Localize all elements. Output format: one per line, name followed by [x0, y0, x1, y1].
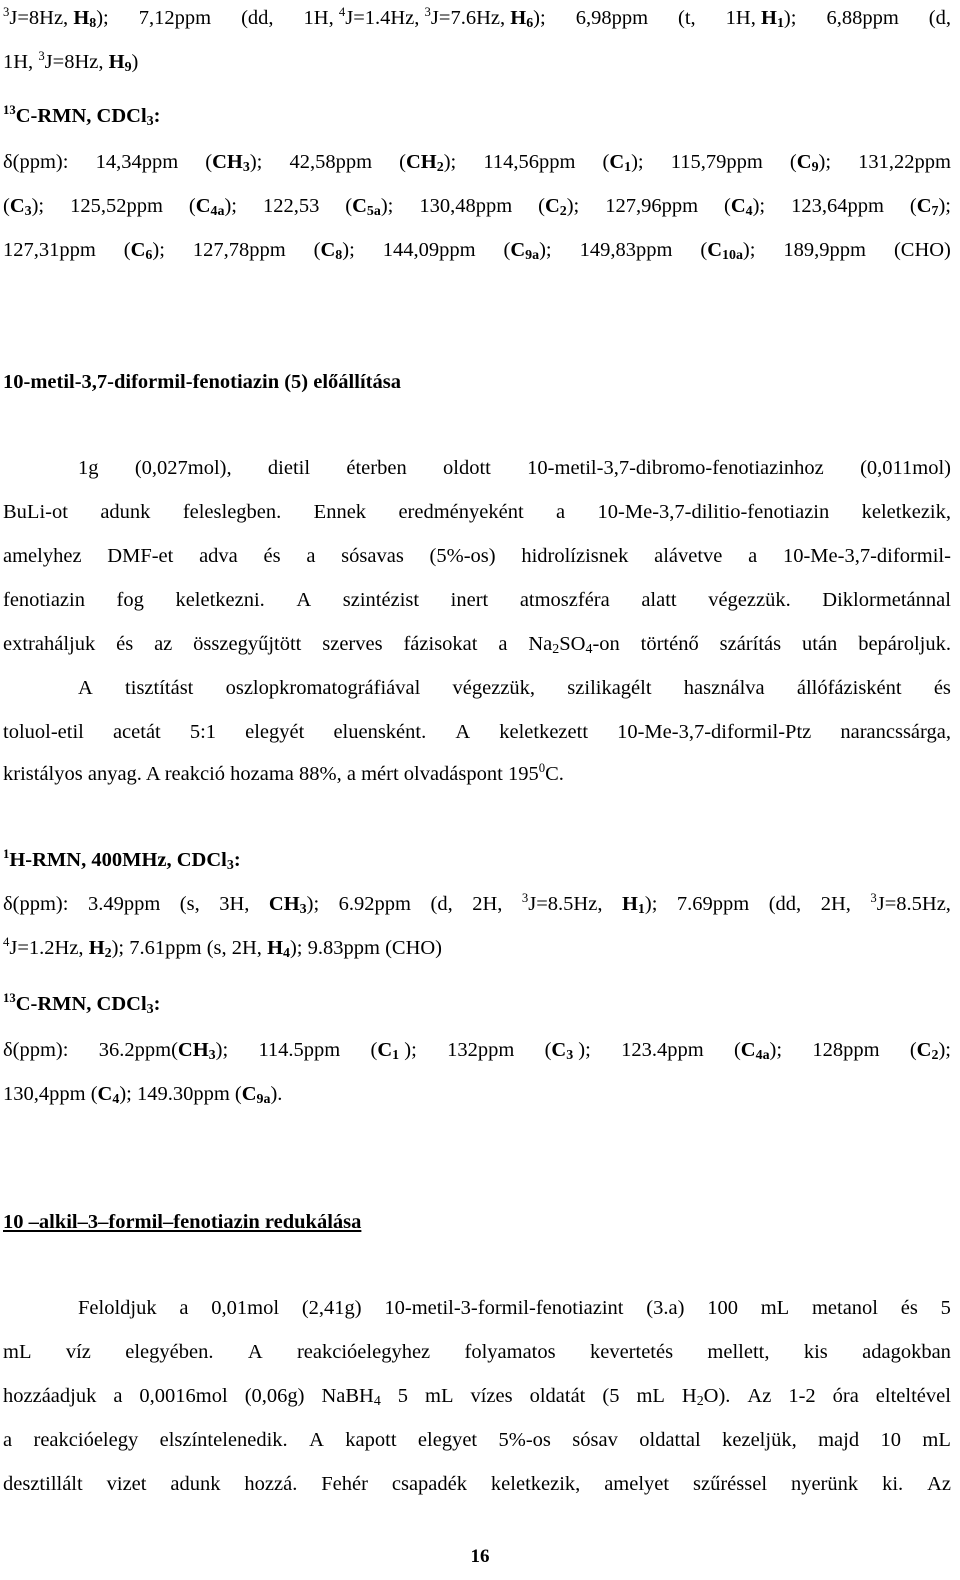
c13-block1-line-2: $(C_3)$; 125,52ppm $(C_{4a})$; 122,53 $(C_{5a})$; 130,48ppm $(C_2)$; 127,96ppm $(C_4)$; 123,64ppm $(C_7)$;: [3, 195, 951, 219]
c13-block1-line-1: δ(ppm): 14,34ppm $(CH_3)$; 42,58ppm $(CH_2)$; 114,56ppm $(C_1)$; 115,79ppm $(C_9)$; 131,22ppm: [3, 151, 951, 175]
section-title-reduction: 10 –alkil–3–formil–fenotiazin redukálása: [3, 1211, 362, 1233]
paragraph-line: extraháljuk és az összegyűjtött szerves fázisokat a $Na_2SO_4-on$ történő szárítás után bepároljuk.: [3, 633, 951, 657]
paragraph-line: hozzáadjuk a 0,0016mol (0,06g) NaBH$_4$ 5 mL vízes oldatát (5 mL $H_2O$). Az 1-2 óra elteltével: [3, 1385, 951, 1409]
paragraph-line: toluol-etil acetát 5:1 elegyét eluensként. A keletkezett 10-Me-3,7-diformil-Ptz narancssárga,: [3, 721, 951, 743]
c13-block1-line-3: 127,31ppm $(C_6)$; 127,78ppm $(C_8)$; 144,09ppm $(C_{9a})$; 149,83ppm $(C_{10a})$; 189,9ppm (CHO): [3, 239, 951, 263]
paragraph-line: Feloldjuk a 0,01mol (2,41g) 10-metil-3-formil-fenotiazint (3.a) 100 mL metanol és 5: [78, 1297, 951, 1319]
paragraph-line: kristályos anyag. A reakció hozama 88%, a mért olvadáspont $195^0C$.: [3, 761, 564, 785]
page-number: 16: [470, 1546, 490, 1567]
c13-block2-line-2: 130,4ppm $(C_4)$; 149.30ppm $(C_{9a})$.: [3, 1083, 283, 1107]
paragraph-line: a reakcióelegy elszíntelenedik. A kapott elegyet 5%-os sósav oldattal kezeljük, majd 10 mL: [3, 1429, 951, 1451]
c13-heading-2: $^{13}$C-RMN, CDCl$_3$:: [3, 991, 161, 1017]
section-title-5: 10-metil-3,7-diformil-fenotiazin (5) előállítása: [3, 371, 401, 393]
h1-nmr-line-2: $^4$J=1.2Hz, $H_2$); 7.61ppm (s, 2H, $H_4$); 9.83ppm (CHO): [3, 935, 443, 961]
paragraph-line: amelyhez DMF-et adva és a sósavas (5%-os) hidrolízisnek alávetve a 10-Me-3,7-diformil-: [3, 545, 951, 567]
h1-nmr-line-1: δ(ppm): 3.49ppm (s, 3H, $CH_3$); 6.92ppm (d, 2H, $^3$J=8.5Hz, $H_1$); 7.69ppm (dd, 2H, $^3$J=8.5Hz,: [3, 891, 951, 917]
h1-nmr-heading: $^1$H-RMN, 400MHz, CDCl$_3$:: [3, 847, 241, 873]
paragraph-line: BuLi-ot adunk feleslegben. Ennek eredményeként a 10-Me-3,7-dilitio-fenotiazin keletkezik,: [3, 501, 951, 523]
nmr-continued-line-1: $^3$J=8Hz, $H_8$); 7,12ppm (dd, 1H, $^4$J=1.4Hz, $^3$J=7.6Hz, $H_6$); 6,98ppm (t, 1H, $H_1$); 6,88ppm (d,: [3, 5, 951, 31]
paragraph-line: desztillált vizet adunk hozzá. Fehér csapadék keletkezik, amelyet szűréssel nyerünk ki. Az: [3, 1473, 951, 1495]
c13-heading-1: $^{13}$C-RMN, CDCl$_3$:: [3, 103, 161, 129]
paragraph-line: mL víz elegyében. A reakcióelegyhez folyamatos kevertetés mellett, kis adagokban: [3, 1341, 951, 1363]
paragraph-line: 1g (0,027mol), dietil éterben oldott 10-metil-3,7-dibromo-fenotiazinhoz (0,011mol): [78, 457, 951, 479]
paragraph-line: A tisztítást oszlopkromatográfiával végezzük, szilikagélt használva állófázisként és: [78, 677, 951, 699]
c13-block2-line-1: δ(ppm): $36.2ppm(CH_3)$; 114.5ppm ($C_1$ ); 132ppm ($C_3$ ); 123.4ppm $(C_{4a})$; 128ppm $(C_2)$;: [3, 1039, 951, 1063]
paragraph-line: fenotiazin fog keletkezni. A szintézist inert atmoszféra alatt végezzük. Diklormetánnal: [3, 589, 951, 611]
nmr-continued-line-2: 1H, $^3$J=8Hz, $H_9$): [3, 49, 139, 75]
